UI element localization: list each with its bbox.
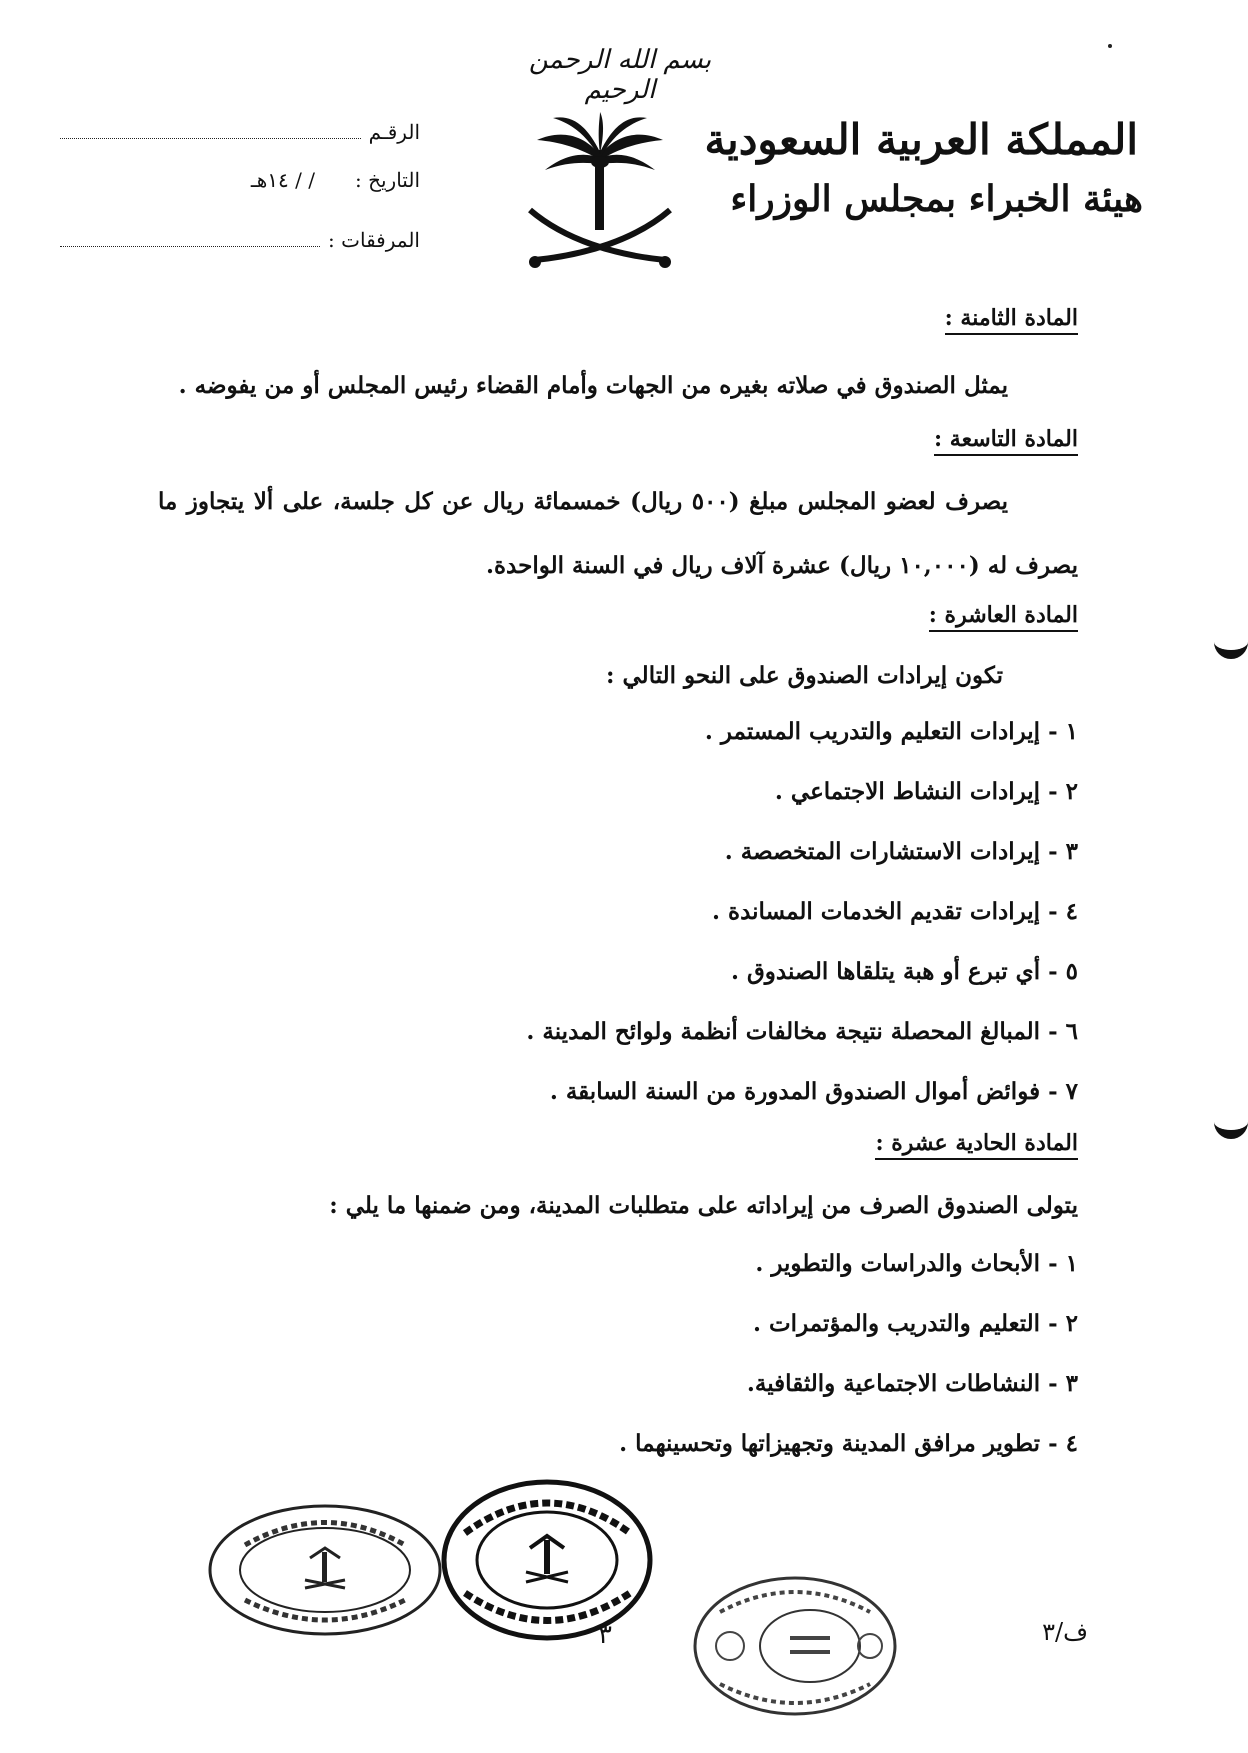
list-item: ١ - الأبحاث والدراسات والتطوير . xyxy=(755,1250,1078,1277)
scan-mark xyxy=(1214,1112,1248,1139)
kingdom-title: المملكة العربية السعودية xyxy=(704,115,1138,164)
list-item: ٧ - فوائض أموال الصندوق المدورة من السنة السابقة . xyxy=(549,1078,1078,1105)
list-item: ٤ - تطوير مرافق المدينة وتجهيزاتها وتحسينهما . xyxy=(619,1430,1078,1457)
list-item: ٣ - النشاطات الاجتماعية والثقافية. xyxy=(746,1370,1078,1397)
reference-number-field xyxy=(60,120,420,144)
article-9-text: يصرف لعضو المجلس مبلغ (٥٠٠ ريال) خمسمائة ريال عن كل جلسة، على ألا يتجاوز ما يصرف له (١٠,٠٠٠ ريال) عشرة آلاف ريال في السنة الواحدة. xyxy=(158,488,1078,579)
page-reference: ف/٣ xyxy=(1042,1618,1088,1646)
list-item: ٦ - المبالغ المحصلة نتيجة مخالفات أنظمة ولوائح المدينة . xyxy=(526,1018,1078,1045)
scan-mark xyxy=(1214,632,1248,659)
true-copy-stamp xyxy=(690,1572,900,1720)
date-field xyxy=(60,168,420,192)
list-item: ٣ - إيرادات الاستشارات المتخصصة . xyxy=(724,838,1078,865)
attachments-field xyxy=(60,228,420,252)
scan-dot xyxy=(1108,44,1112,48)
agency-stamp xyxy=(205,1500,445,1640)
list-item: ٢ - التعليم والتدريب والمؤتمرات . xyxy=(753,1310,1078,1337)
list-item: ٢ - إيرادات النشاط الاجتماعي . xyxy=(774,778,1078,805)
basmala: بسم الله الرحمن الرحيم xyxy=(528,45,712,105)
article-10-intro: تكون إيرادات الصندوق على النحو التالي : xyxy=(606,662,1003,689)
attachments-label: المرفقات : xyxy=(328,228,420,252)
list-item: ٤ - إيرادات تقديم الخدمات المساندة . xyxy=(712,898,1078,925)
saudi-emblem-icon xyxy=(525,110,675,280)
list-item: ١ - إيرادات التعليم والتدريب المستمر . xyxy=(704,718,1078,745)
article-10-title: المادة العاشرة : xyxy=(929,602,1078,632)
secretariat-stamp xyxy=(440,1478,655,1643)
attachments-line xyxy=(60,230,320,247)
article-11-intro: يتولى الصندوق الصرف من إيراداته على متطلبات المدينة، ومن ضمنها ما يلي : xyxy=(329,1192,1078,1219)
reference-label: الرقـم xyxy=(368,120,420,144)
date-label: التاريخ : xyxy=(354,168,420,192)
article-9-title: المادة التاسعة : xyxy=(934,426,1078,456)
agency-title: هيئة الخبراء بمجلس الوزراء xyxy=(730,178,1143,220)
date-value: / / ١٤هـ xyxy=(250,168,315,192)
article-8-title: المادة الثامنة : xyxy=(945,305,1078,335)
article-11-title: المادة الحادية عشرة : xyxy=(875,1130,1078,1160)
page-number: ٣ xyxy=(598,1620,612,1650)
article-8-text: يمثل الصندوق في صلاته بغيره من الجهات وأمام القضاء رئيس المجلس أو من يفوضه . xyxy=(178,372,1008,399)
reference-line xyxy=(60,122,361,139)
list-item: ٥ - أي تبرع أو هبة يتلقاها الصندوق . xyxy=(730,958,1078,985)
